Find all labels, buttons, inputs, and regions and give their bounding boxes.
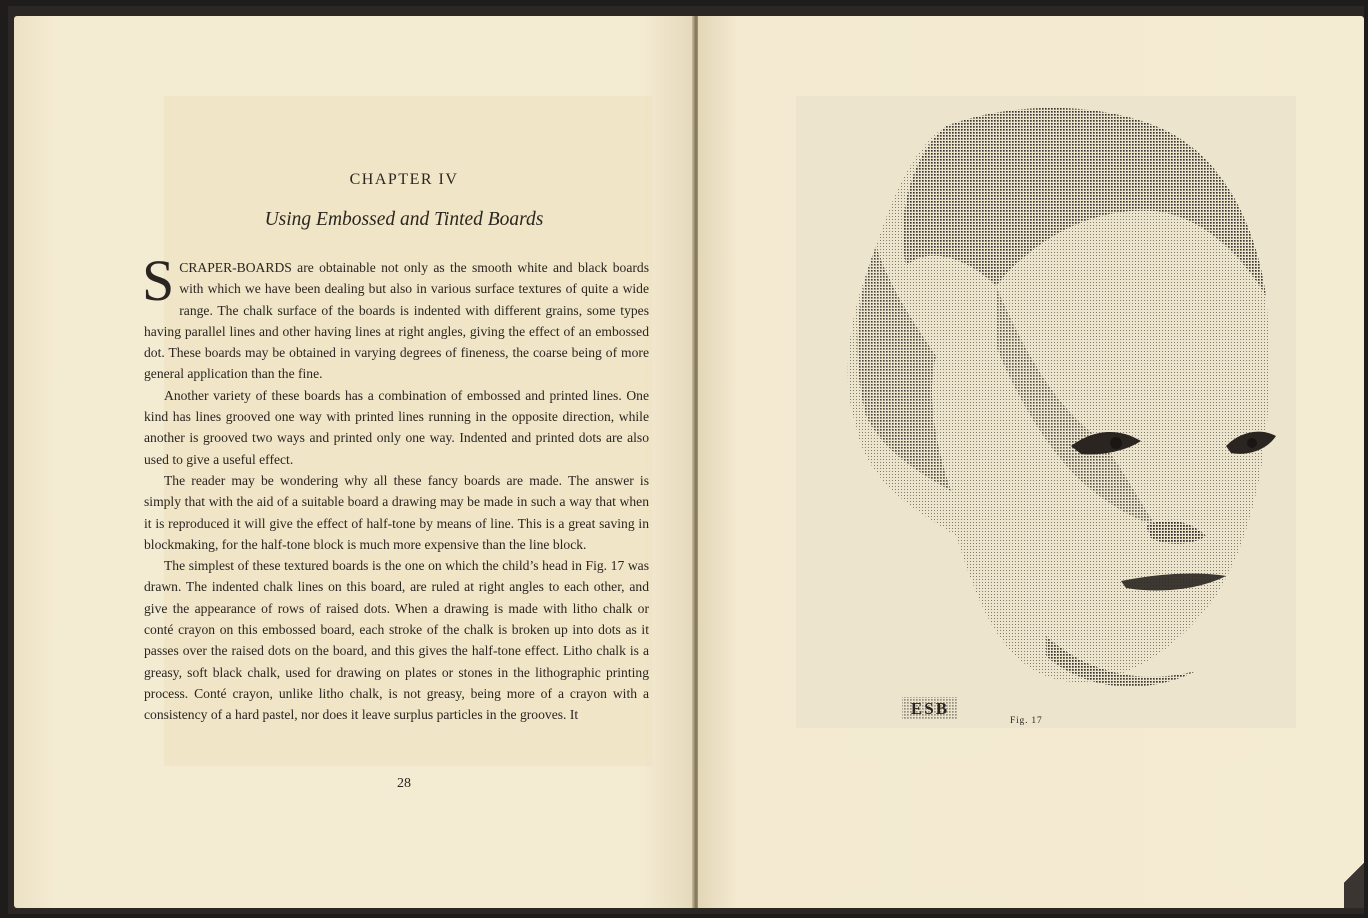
monogram-letters: ESB [910,699,950,718]
left-pupil [1110,437,1122,449]
page-corner [1344,838,1364,908]
chapter-number: CHAPTER IV [349,171,459,188]
right-pupil [1247,438,1257,448]
artist-monogram [902,697,958,719]
chapter-title: Using Embossed and Tinted Boards [264,209,544,230]
book-spread [8,6,1364,914]
paragraph-4: The simplest of these textured boards is the one on which the child’s head in Fig. 17 was drawn. The indented chalk lines on this board, are ruled at right angles to each other, and give the appearance of rows of raised dots. When a drawing is made with litho chalk or conté crayon on this embossed board, each stroke of the chalk is broken up into dots as it passes over the raised dots on the board, and this gives the half-tone effect. Litho chalk is a greasy, soft black chalk, used for drawing on plates or stones in the lithographic printing process. Conté crayon, unlike litho chalk, is not greasy, being more of a crayon with a consistency of a hard pastel, nor does it leave surplus particles in the grooves. It [144,558,649,723]
body-text [142,248,649,726]
child-head-illustration [796,96,1296,728]
paragraph-1-text: CRAPER-BOARDS are obtainable not only as the smooth white and black boards with which we have been dealing but also in various surface textures of quite a wide range. The chalk surface of the boards is indented with different grains, some types having parallel lines and other having lines at right angles, giving the effect of an embossed dot. These boards may be obtained in varying degrees of fineness, the coarse being of more general application than the fine. [144,260,649,382]
paragraph-2: Another variety of these boards has a combination of embossed and printed lines. One kind has lines grooved one way with printed lines running in the opposite direction, while another is grooved two ways and printed only one way. Indented and printed dots are also used to give a useful effect. [144,387,649,467]
paragraph-3: The reader may be wondering why all these fancy boards are made. The answer is simply that with the aid of a suitable board a drawing may be made in such a way that when it is reproduced it will give the effect of half-tone by means of line. This is a great saving in blockmaking, for the half-tone block is much more expensive than the line block. [144,472,649,552]
left-page [14,16,694,908]
halftone-drawing [796,96,1296,728]
figure-caption: Fig. 17 [1010,716,1043,726]
page-number: 28 [397,776,411,791]
drop-cap: S [142,248,175,313]
right-page [698,16,1364,908]
paragraph-1 [142,248,649,385]
